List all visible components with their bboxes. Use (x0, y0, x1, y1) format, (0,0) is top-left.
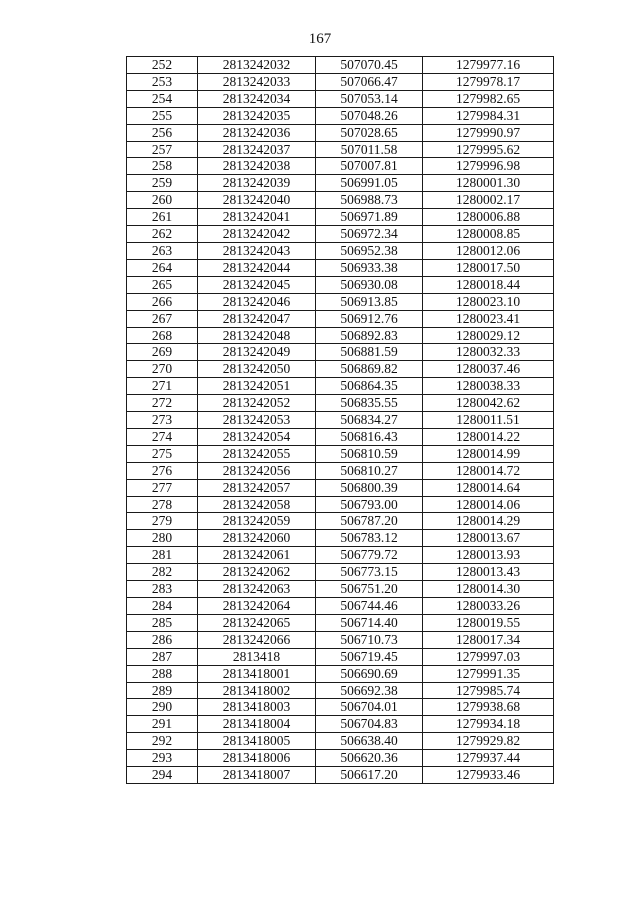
table-row (127, 733, 554, 750)
x-coordinate-cell: 506930.08 (316, 276, 423, 293)
point-number-cell: 294 (127, 767, 198, 784)
y-coordinate-cell: 1280042.62 (423, 395, 554, 412)
point-number-cell: 293 (127, 750, 198, 767)
point-id-cell: 2813242047 (198, 310, 316, 327)
coordinates-table-body (127, 57, 554, 784)
point-id-cell: 2813242043 (198, 242, 316, 259)
x-coordinate-cell: 507070.45 (316, 57, 423, 74)
table-row (127, 530, 554, 547)
point-number-cell: 283 (127, 581, 198, 598)
table-row (127, 57, 554, 74)
table-row (127, 378, 554, 395)
y-coordinate-cell: 1280006.88 (423, 209, 554, 226)
point-number-cell: 280 (127, 530, 198, 547)
table-row (127, 564, 554, 581)
point-id-cell: 2813418002 (198, 682, 316, 699)
x-coordinate-cell: 506835.55 (316, 395, 423, 412)
x-coordinate-cell: 506719.45 (316, 648, 423, 665)
point-number-cell: 269 (127, 344, 198, 361)
y-coordinate-cell: 1279934.18 (423, 716, 554, 733)
point-id-cell: 2813242057 (198, 479, 316, 496)
point-id-cell: 2813418005 (198, 733, 316, 750)
point-number-cell: 286 (127, 631, 198, 648)
x-coordinate-cell: 506793.00 (316, 496, 423, 513)
point-id-cell: 2813242046 (198, 293, 316, 310)
table-row (127, 310, 554, 327)
x-coordinate-cell: 507028.65 (316, 124, 423, 141)
y-coordinate-cell: 1280019.55 (423, 614, 554, 631)
point-number-cell: 256 (127, 124, 198, 141)
table-row (127, 276, 554, 293)
x-coordinate-cell: 506744.46 (316, 598, 423, 615)
point-number-cell: 271 (127, 378, 198, 395)
x-coordinate-cell: 506690.69 (316, 665, 423, 682)
point-id-cell: 2813242062 (198, 564, 316, 581)
point-number-cell: 288 (127, 665, 198, 682)
table-row (127, 547, 554, 564)
y-coordinate-cell: 1280029.12 (423, 327, 554, 344)
table-row (127, 767, 554, 784)
table-row (127, 716, 554, 733)
x-coordinate-cell: 506692.38 (316, 682, 423, 699)
point-number-cell: 274 (127, 428, 198, 445)
x-coordinate-cell: 506751.20 (316, 581, 423, 598)
y-coordinate-cell: 1280013.93 (423, 547, 554, 564)
y-coordinate-cell: 1279982.65 (423, 90, 554, 107)
x-coordinate-cell: 506913.85 (316, 293, 423, 310)
point-id-cell: 2813242033 (198, 73, 316, 90)
y-coordinate-cell: 1280023.10 (423, 293, 554, 310)
point-id-cell: 2813418003 (198, 699, 316, 716)
point-number-cell: 258 (127, 158, 198, 175)
table-row (127, 665, 554, 682)
table-row (127, 192, 554, 209)
point-id-cell: 2813242040 (198, 192, 316, 209)
point-id-cell: 2813418007 (198, 767, 316, 784)
point-number-cell: 289 (127, 682, 198, 699)
point-number-cell: 276 (127, 462, 198, 479)
point-number-cell: 292 (127, 733, 198, 750)
y-coordinate-cell: 1280017.50 (423, 259, 554, 276)
point-id-cell: 2813242056 (198, 462, 316, 479)
y-coordinate-cell: 1280014.99 (423, 445, 554, 462)
point-number-cell: 273 (127, 412, 198, 429)
y-coordinate-cell: 1280014.22 (423, 428, 554, 445)
x-coordinate-cell: 506933.38 (316, 259, 423, 276)
y-coordinate-cell: 1280014.29 (423, 513, 554, 530)
table-row (127, 496, 554, 513)
point-id-cell: 2813242063 (198, 581, 316, 598)
x-coordinate-cell: 506991.05 (316, 175, 423, 192)
table-row (127, 648, 554, 665)
point-number-cell: 255 (127, 107, 198, 124)
point-number-cell: 253 (127, 73, 198, 90)
table-row (127, 750, 554, 767)
point-number-cell: 278 (127, 496, 198, 513)
y-coordinate-cell: 1280013.67 (423, 530, 554, 547)
point-id-cell: 2813242053 (198, 412, 316, 429)
table-row (127, 141, 554, 158)
point-id-cell: 2813242064 (198, 598, 316, 615)
point-id-cell: 2813242034 (198, 90, 316, 107)
y-coordinate-cell: 1280008.85 (423, 226, 554, 243)
table-row (127, 344, 554, 361)
table-row (127, 259, 554, 276)
point-id-cell: 2813242059 (198, 513, 316, 530)
point-number-cell: 260 (127, 192, 198, 209)
y-coordinate-cell: 1280038.33 (423, 378, 554, 395)
point-number-cell: 291 (127, 716, 198, 733)
point-number-cell: 267 (127, 310, 198, 327)
table-row (127, 395, 554, 412)
y-coordinate-cell: 1279938.68 (423, 699, 554, 716)
x-coordinate-cell: 507011.58 (316, 141, 423, 158)
y-coordinate-cell: 1280037.46 (423, 361, 554, 378)
x-coordinate-cell: 507053.14 (316, 90, 423, 107)
point-number-cell: 281 (127, 547, 198, 564)
point-number-cell: 279 (127, 513, 198, 530)
x-coordinate-cell: 506714.40 (316, 614, 423, 631)
point-id-cell: 2813242032 (198, 57, 316, 74)
table-row (127, 445, 554, 462)
x-coordinate-cell: 506816.43 (316, 428, 423, 445)
x-coordinate-cell: 506810.27 (316, 462, 423, 479)
table-row (127, 699, 554, 716)
point-number-cell: 282 (127, 564, 198, 581)
y-coordinate-cell: 1279985.74 (423, 682, 554, 699)
x-coordinate-cell: 507048.26 (316, 107, 423, 124)
table-row (127, 242, 554, 259)
point-id-cell: 2813242037 (198, 141, 316, 158)
y-coordinate-cell: 1280023.41 (423, 310, 554, 327)
point-id-cell: 2813242054 (198, 428, 316, 445)
point-id-cell: 2813242039 (198, 175, 316, 192)
point-id-cell: 2813418006 (198, 750, 316, 767)
point-id-cell: 2813242041 (198, 209, 316, 226)
x-coordinate-cell: 506800.39 (316, 479, 423, 496)
x-coordinate-cell: 506620.36 (316, 750, 423, 767)
y-coordinate-cell: 1279984.31 (423, 107, 554, 124)
y-coordinate-cell: 1280033.26 (423, 598, 554, 615)
y-coordinate-cell: 1280014.30 (423, 581, 554, 598)
point-number-cell: 287 (127, 648, 198, 665)
y-coordinate-cell: 1280001.30 (423, 175, 554, 192)
point-number-cell: 252 (127, 57, 198, 74)
point-number-cell: 259 (127, 175, 198, 192)
point-number-cell: 254 (127, 90, 198, 107)
point-id-cell: 2813242035 (198, 107, 316, 124)
x-coordinate-cell: 506869.82 (316, 361, 423, 378)
x-coordinate-cell: 506783.12 (316, 530, 423, 547)
table-row (127, 90, 554, 107)
point-number-cell: 264 (127, 259, 198, 276)
x-coordinate-cell: 506704.01 (316, 699, 423, 716)
point-number-cell: 265 (127, 276, 198, 293)
table-row (127, 107, 554, 124)
y-coordinate-cell: 1279995.62 (423, 141, 554, 158)
x-coordinate-cell: 506787.20 (316, 513, 423, 530)
table-row (127, 682, 554, 699)
point-number-cell: 261 (127, 209, 198, 226)
y-coordinate-cell: 1280014.72 (423, 462, 554, 479)
x-coordinate-cell: 506952.38 (316, 242, 423, 259)
x-coordinate-cell: 506892.83 (316, 327, 423, 344)
x-coordinate-cell: 506617.20 (316, 767, 423, 784)
point-id-cell: 2813242044 (198, 259, 316, 276)
x-coordinate-cell: 506912.76 (316, 310, 423, 327)
x-coordinate-cell: 506971.89 (316, 209, 423, 226)
x-coordinate-cell: 506881.59 (316, 344, 423, 361)
point-id-cell: 2813242052 (198, 395, 316, 412)
table-row (127, 479, 554, 496)
table-row (127, 598, 554, 615)
x-coordinate-cell: 507007.81 (316, 158, 423, 175)
point-number-cell: 272 (127, 395, 198, 412)
y-coordinate-cell: 1280014.06 (423, 496, 554, 513)
table-row (127, 327, 554, 344)
point-number-cell: 285 (127, 614, 198, 631)
table-row (127, 631, 554, 648)
y-coordinate-cell: 1279997.03 (423, 648, 554, 665)
x-coordinate-cell: 506638.40 (316, 733, 423, 750)
table-row (127, 124, 554, 141)
point-number-cell: 290 (127, 699, 198, 716)
table-row (127, 513, 554, 530)
point-id-cell: 2813242065 (198, 614, 316, 631)
x-coordinate-cell: 506988.73 (316, 192, 423, 209)
point-number-cell: 263 (127, 242, 198, 259)
table-row (127, 428, 554, 445)
table-row (127, 293, 554, 310)
y-coordinate-cell: 1279937.44 (423, 750, 554, 767)
coordinates-table (126, 56, 554, 784)
point-id-cell: 2813242049 (198, 344, 316, 361)
y-coordinate-cell: 1280011.51 (423, 412, 554, 429)
table-row (127, 226, 554, 243)
y-coordinate-cell: 1280017.34 (423, 631, 554, 648)
table-row (127, 175, 554, 192)
y-coordinate-cell: 1279929.82 (423, 733, 554, 750)
point-id-cell: 2813418001 (198, 665, 316, 682)
point-id-cell: 2813242042 (198, 226, 316, 243)
point-number-cell: 266 (127, 293, 198, 310)
point-id-cell: 2813242060 (198, 530, 316, 547)
point-id-cell: 2813242066 (198, 631, 316, 648)
point-id-cell: 2813242051 (198, 378, 316, 395)
point-number-cell: 275 (127, 445, 198, 462)
y-coordinate-cell: 1280014.64 (423, 479, 554, 496)
table-row (127, 158, 554, 175)
point-number-cell: 284 (127, 598, 198, 615)
y-coordinate-cell: 1279978.17 (423, 73, 554, 90)
y-coordinate-cell: 1279990.97 (423, 124, 554, 141)
y-coordinate-cell: 1280012.06 (423, 242, 554, 259)
table-row (127, 361, 554, 378)
table-row (127, 209, 554, 226)
y-coordinate-cell: 1280032.33 (423, 344, 554, 361)
y-coordinate-cell: 1279977.16 (423, 57, 554, 74)
x-coordinate-cell: 506773.15 (316, 564, 423, 581)
point-number-cell: 262 (127, 226, 198, 243)
point-id-cell: 2813242045 (198, 276, 316, 293)
point-id-cell: 2813242055 (198, 445, 316, 462)
x-coordinate-cell: 506864.35 (316, 378, 423, 395)
x-coordinate-cell: 507066.47 (316, 73, 423, 90)
y-coordinate-cell: 1279991.35 (423, 665, 554, 682)
table-row (127, 73, 554, 90)
point-id-cell: 2813418004 (198, 716, 316, 733)
x-coordinate-cell: 506704.83 (316, 716, 423, 733)
x-coordinate-cell: 506779.72 (316, 547, 423, 564)
y-coordinate-cell: 1280018.44 (423, 276, 554, 293)
table-row (127, 412, 554, 429)
point-id-cell: 2813242048 (198, 327, 316, 344)
x-coordinate-cell: 506834.27 (316, 412, 423, 429)
point-id-cell: 2813418 (198, 648, 316, 665)
y-coordinate-cell: 1279933.46 (423, 767, 554, 784)
point-number-cell: 268 (127, 327, 198, 344)
y-coordinate-cell: 1279996.98 (423, 158, 554, 175)
table-row (127, 581, 554, 598)
point-number-cell: 277 (127, 479, 198, 496)
point-id-cell: 2813242038 (198, 158, 316, 175)
x-coordinate-cell: 506710.73 (316, 631, 423, 648)
point-id-cell: 2813242036 (198, 124, 316, 141)
point-number-cell: 257 (127, 141, 198, 158)
x-coordinate-cell: 506972.34 (316, 226, 423, 243)
x-coordinate-cell: 506810.59 (316, 445, 423, 462)
y-coordinate-cell: 1280002.17 (423, 192, 554, 209)
page-number: 167 (308, 31, 332, 47)
point-id-cell: 2813242050 (198, 361, 316, 378)
point-number-cell: 270 (127, 361, 198, 378)
point-id-cell: 2813242058 (198, 496, 316, 513)
table-row (127, 614, 554, 631)
y-coordinate-cell: 1280013.43 (423, 564, 554, 581)
table-row (127, 462, 554, 479)
point-id-cell: 2813242061 (198, 547, 316, 564)
